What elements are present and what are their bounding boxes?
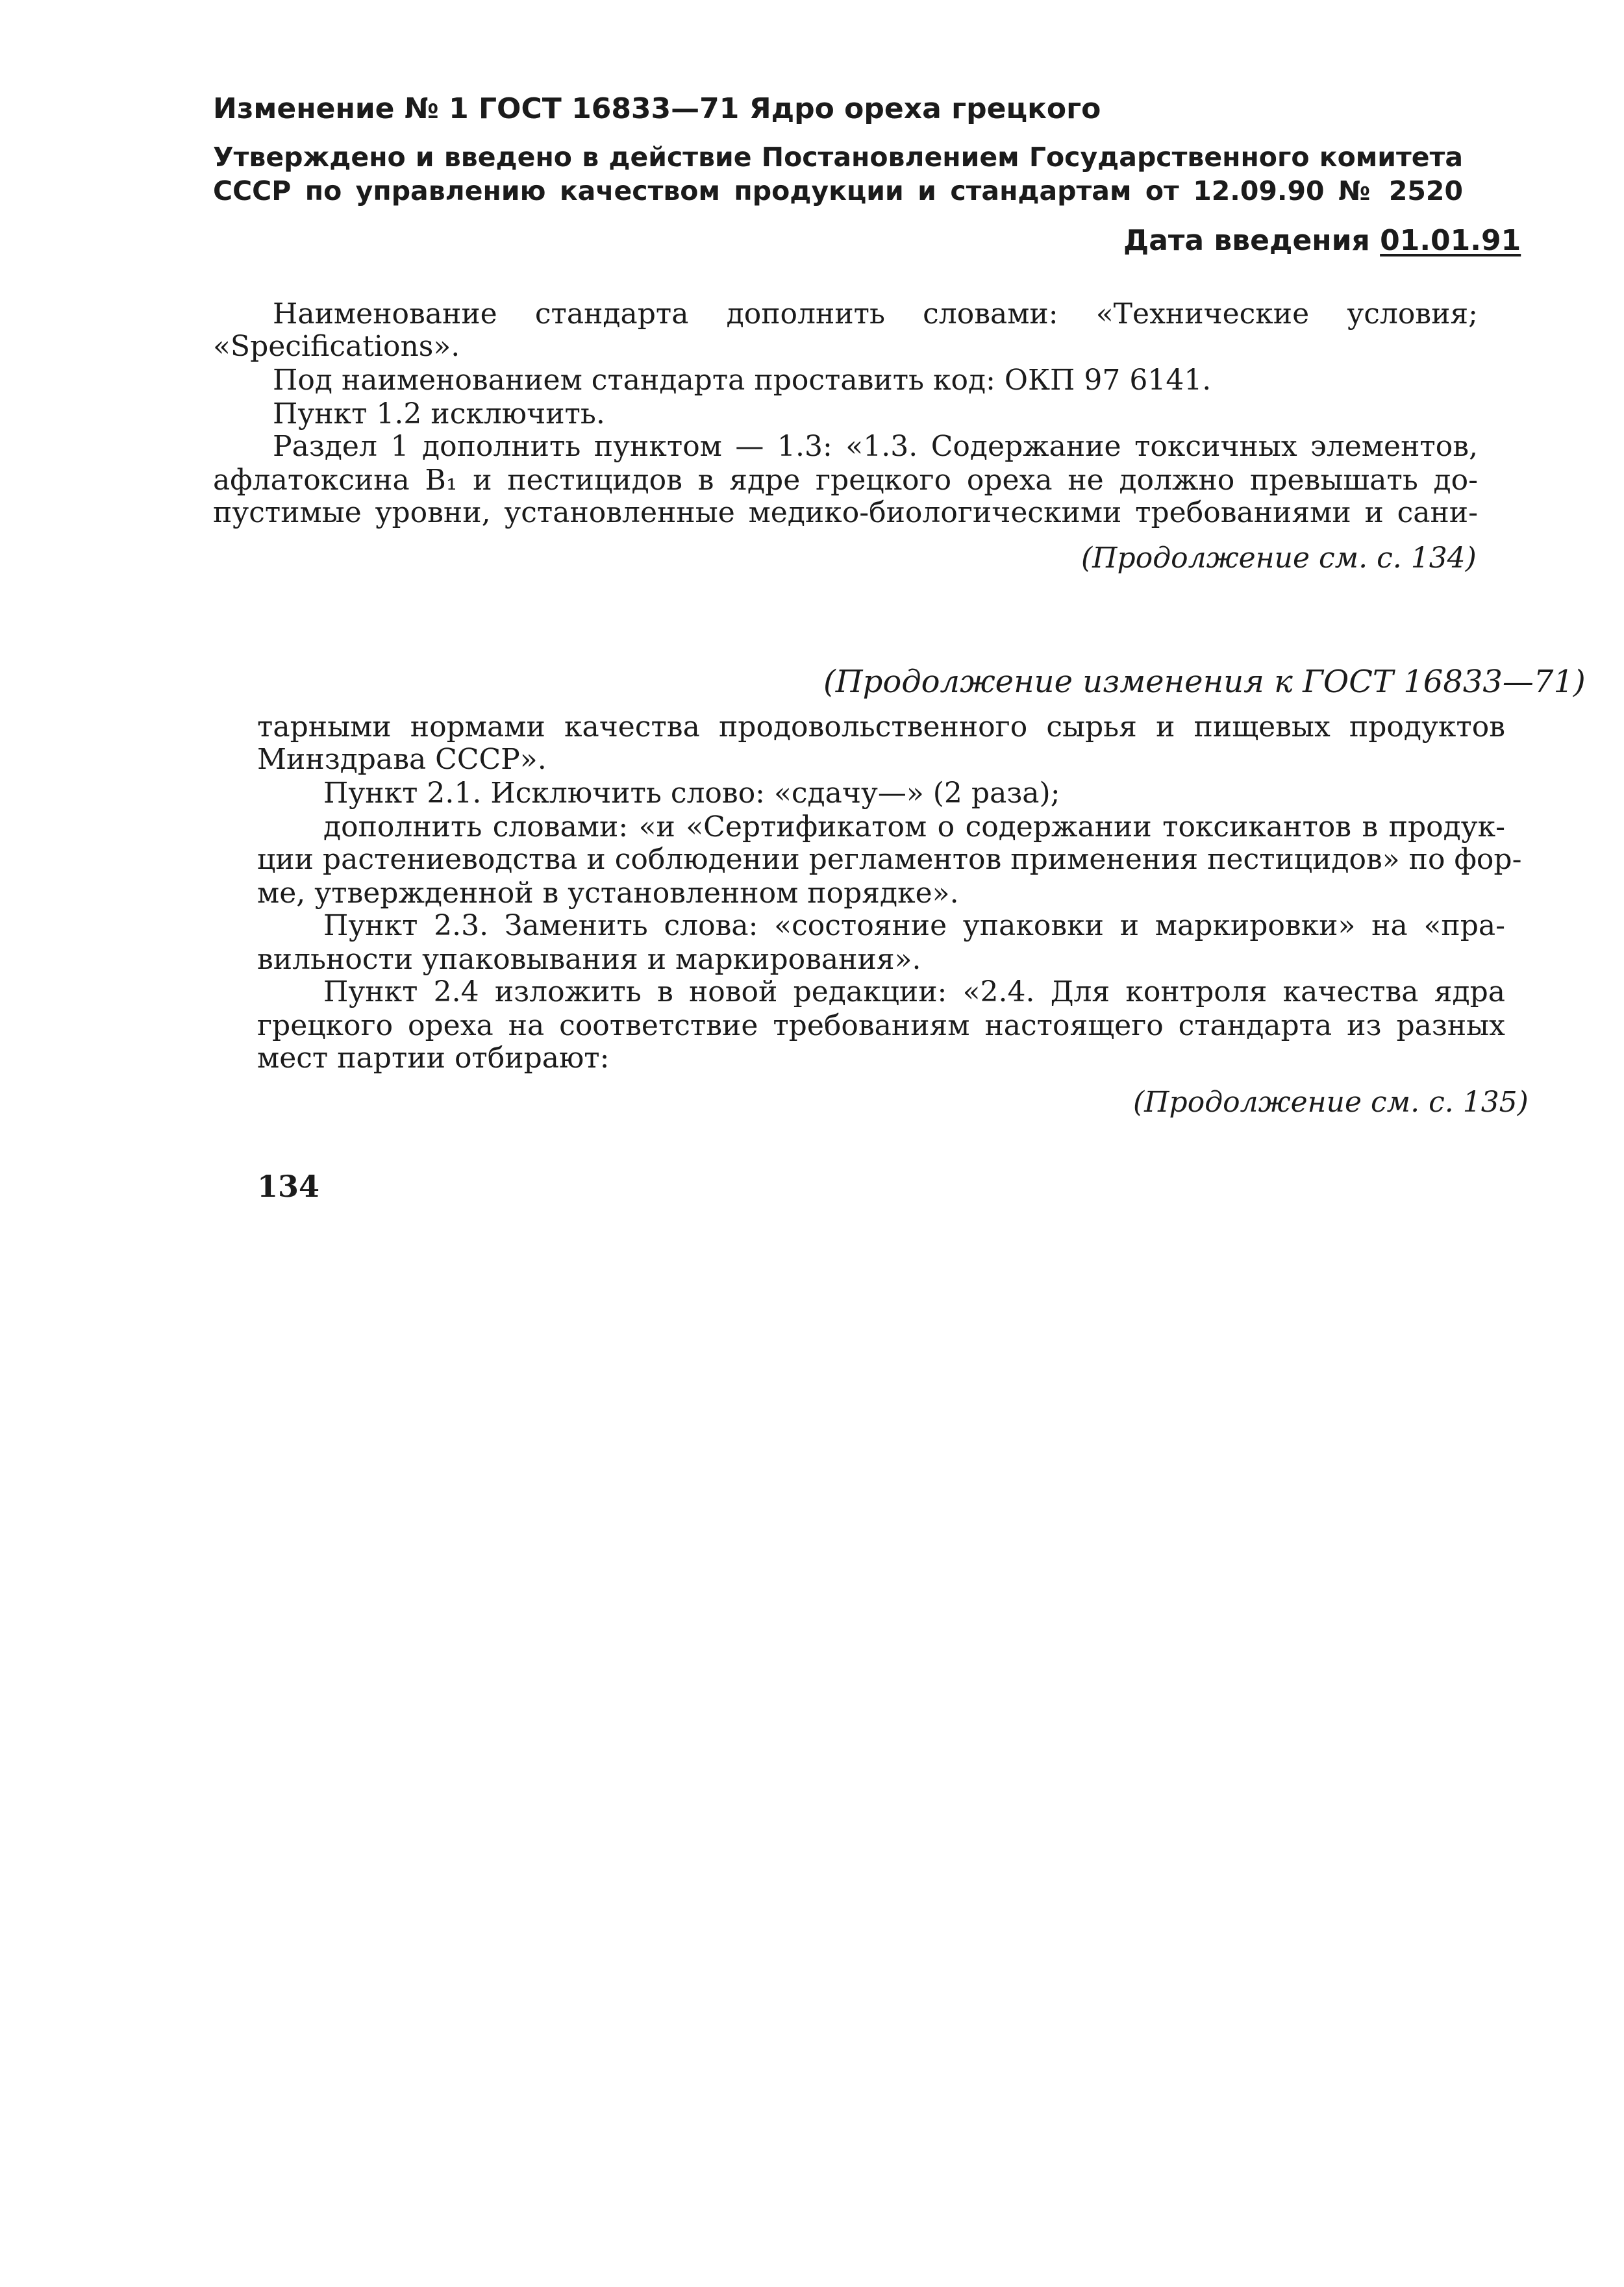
- section1-line-2: «Specifications».: [213, 330, 460, 363]
- section1-line-3: Под наименованием стандарта проставить код: ОКП 97 6141.: [273, 364, 1212, 397]
- section2-line-2: Минздрава СССР».: [257, 743, 547, 776]
- section2-continued-note: (Продолжение см. с. 135): [1133, 1086, 1529, 1119]
- section2-line-4: дополнить словами: «и «Сертификатом о содержании токсикантов в продук-: [323, 810, 1505, 844]
- section2-line-8: вильности упаковывания и маркирования».: [257, 943, 921, 976]
- section1-continued-note: (Продолжение см. с. 134): [1081, 542, 1477, 575]
- section1-line-1: Наименование стандарта дополнить словами: «Технические условия;: [273, 297, 1478, 331]
- section1-line-6: афлатоксина B₁ и пестицидов в ядре грецкого ореха не должно превышать до-: [213, 464, 1478, 497]
- section2-line-9: Пункт 2.4 изложить в новой редакции: «2.4. Для контроля качества ядра: [323, 975, 1505, 1008]
- section2-line-1: тарными нормами качества продовольственного сырья и пищевых продуктов: [257, 710, 1505, 744]
- intro-date-label: Дата введения: [1123, 224, 1370, 257]
- approval-line-2: СССР по управлению качеством продукции и стандартам от 12.09.90 № 2520: [213, 175, 1463, 206]
- section2-line-11: мест партии отбирают:: [257, 1042, 610, 1075]
- section1-line-7: пустимые уровни, установленные медико-биологическими требованиями и сани-: [213, 496, 1478, 529]
- section2-line-7: Пункт 2.3. Заменить слова: «состояние упаковки и маркировки» на «пра-: [323, 909, 1505, 942]
- approval-line-1: Утверждено и введено в действие Постановлением Государственного комитета: [213, 142, 1463, 173]
- section1-line-5: Раздел 1 дополнить пунктом — 1.3: «1.3. Содержание токсичных элементов,: [273, 430, 1478, 463]
- section1-line-4: Пункт 1.2 исключить.: [273, 397, 605, 431]
- section2-line-6: ме, утвержденной в установленном порядке».: [257, 877, 959, 910]
- intro-date: [1123, 224, 1521, 257]
- page-number: 134: [257, 1169, 320, 1204]
- section2-line-5: ции растениеводства и соблюдении регламентов применения пестицидов» по фор-: [257, 843, 1522, 876]
- section2-line-10: грецкого ореха на соответствие требованиям настоящего стандарта из разных: [257, 1009, 1505, 1042]
- section2-line-3: Пункт 2.1. Исключить слово: «сдачу—» (2 раза);: [323, 777, 1060, 810]
- amendment-title: Изменение № 1 ГОСТ 16833—71 Ядро ореха грецкого: [213, 92, 1101, 125]
- intro-date-value: 01.01.91: [1380, 224, 1521, 257]
- section2-heading: (Продолжение изменения к ГОСТ 16833—71): [823, 664, 1586, 700]
